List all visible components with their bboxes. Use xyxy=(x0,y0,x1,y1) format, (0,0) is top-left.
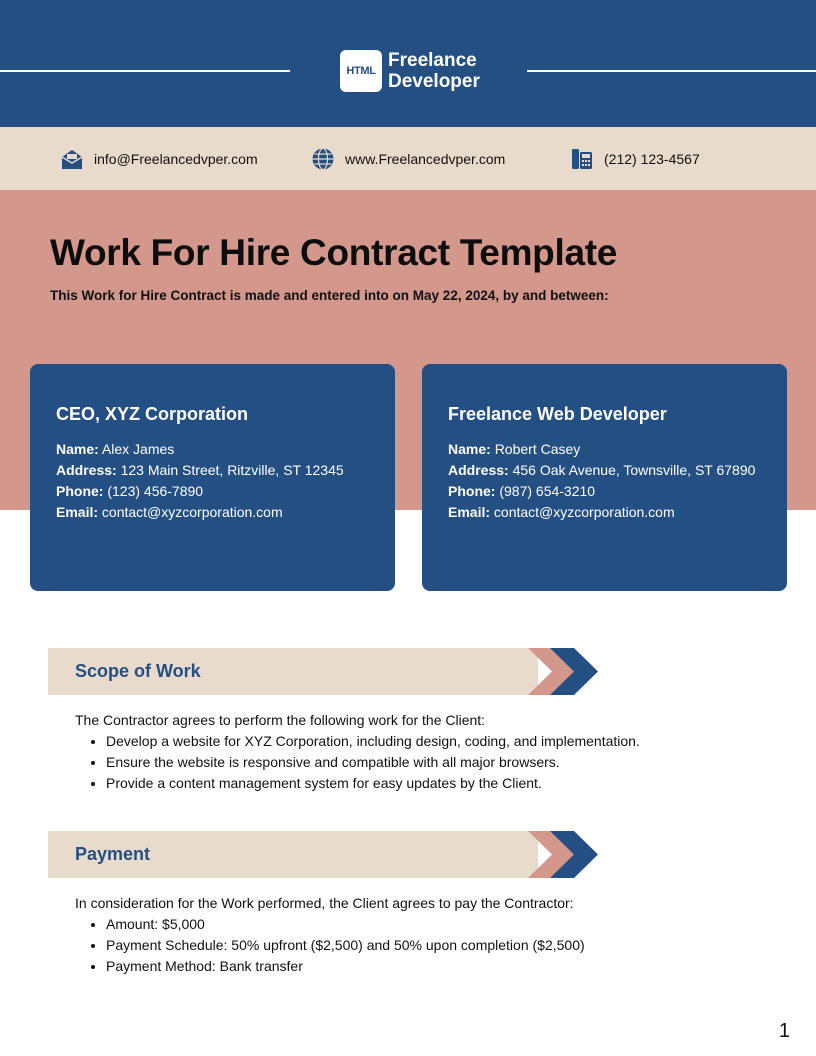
phone-icon xyxy=(570,147,594,171)
chevron-arrows-icon xyxy=(528,831,600,878)
brand-name xyxy=(388,50,480,92)
contact-bar xyxy=(0,127,816,190)
contractor-email xyxy=(448,502,761,523)
scope-section-body xyxy=(75,710,640,794)
client-phone-value: (123) 456-7890 xyxy=(107,483,204,499)
client-address-label: Address: xyxy=(56,462,117,478)
list-item: • Ensure the website is responsive and compatible with all major browsers. xyxy=(106,752,640,773)
list-item: • Develop a website for XYZ Corporation, including design, coding, and implementation. xyxy=(106,731,640,752)
contractor-name-value: Robert Casey xyxy=(494,441,581,457)
contractor-name-label: Name: xyxy=(448,441,491,457)
client-heading: CEO, XYZ Corporation xyxy=(56,404,249,424)
globe-icon xyxy=(311,147,335,171)
payment-heading: Payment xyxy=(75,844,151,864)
contact-website-text[interactable]: www.Freelancedvper.com xyxy=(345,151,506,167)
header-divider-left xyxy=(0,70,290,72)
brand-line-1: Freelance xyxy=(388,50,477,71)
header-banner xyxy=(0,0,816,127)
contractor-name xyxy=(448,439,761,460)
payment-section-body xyxy=(75,893,585,977)
brand-logo xyxy=(340,50,480,92)
contractor-card xyxy=(422,364,787,591)
page-number: 1 xyxy=(778,1020,790,1042)
contact-email-text[interactable]: info@Freelancedvper.com xyxy=(94,151,258,167)
client-email-label: Email: xyxy=(56,504,99,520)
contractor-phone-value: (987) 654-3210 xyxy=(499,483,596,499)
payment-section-header xyxy=(48,831,608,878)
payment-list xyxy=(106,914,585,977)
contractor-email-label: Email: xyxy=(448,504,491,520)
contractor-phone-label: Phone: xyxy=(448,483,496,499)
list-item: • Provide a content management system for easy updates by the Client. xyxy=(106,773,640,794)
brand-line-2: Developer xyxy=(388,71,480,92)
logo-mark: HTML xyxy=(340,50,382,92)
payment-intro: In consideration for the Work performed, the Client agrees to pay the Contractor: xyxy=(75,895,574,911)
scope-list xyxy=(106,731,640,794)
header-divider-right xyxy=(527,70,816,72)
client-address xyxy=(56,460,369,481)
client-phone xyxy=(56,481,369,502)
contact-phone xyxy=(570,147,700,171)
client-name-value: Alex James xyxy=(101,441,175,457)
list-item: • Payment Method: Bank transfer xyxy=(106,956,585,977)
contact-phone-text[interactable]: (212) 123-4567 xyxy=(604,151,700,167)
client-address-value: 123 Main Street, Ritzville, ST 12345 xyxy=(120,462,344,478)
contractor-phone xyxy=(448,481,761,502)
client-name xyxy=(56,439,369,460)
client-email xyxy=(56,502,369,523)
chevron-arrows-icon xyxy=(528,648,600,695)
list-item: • Payment Schedule: 50% upfront ($2,500) and 50% upon completion ($2,500) xyxy=(106,935,585,956)
client-phone-label: Phone: xyxy=(56,483,104,499)
page-title: Work For Hire Contract Template xyxy=(50,232,618,273)
client-email-value[interactable]: contact@xyzcorporation.com xyxy=(101,504,283,520)
contact-email xyxy=(60,147,258,171)
mail-icon xyxy=(60,147,84,171)
scope-intro: The Contractor agrees to perform the following work for the Client: xyxy=(75,712,486,728)
contract-intro: This Work for Hire Contract is made and entered into on May 22, 2024, by and between: xyxy=(50,288,609,303)
contractor-address-value: 456 Oak Avenue, Townsville, ST 67890 xyxy=(512,462,756,478)
contact-website xyxy=(311,147,505,171)
contractor-address xyxy=(448,460,761,481)
list-item: • Amount: $5,000 xyxy=(106,914,585,935)
contractor-email-value[interactable]: contact@xyzcorporation.com xyxy=(493,504,675,520)
contractor-address-label: Address: xyxy=(448,462,509,478)
client-card xyxy=(30,364,395,591)
contractor-heading: Freelance Web Developer xyxy=(448,404,667,424)
scope-section-header xyxy=(48,648,608,695)
scope-heading: Scope of Work xyxy=(75,661,201,681)
client-name-label: Name: xyxy=(56,441,99,457)
